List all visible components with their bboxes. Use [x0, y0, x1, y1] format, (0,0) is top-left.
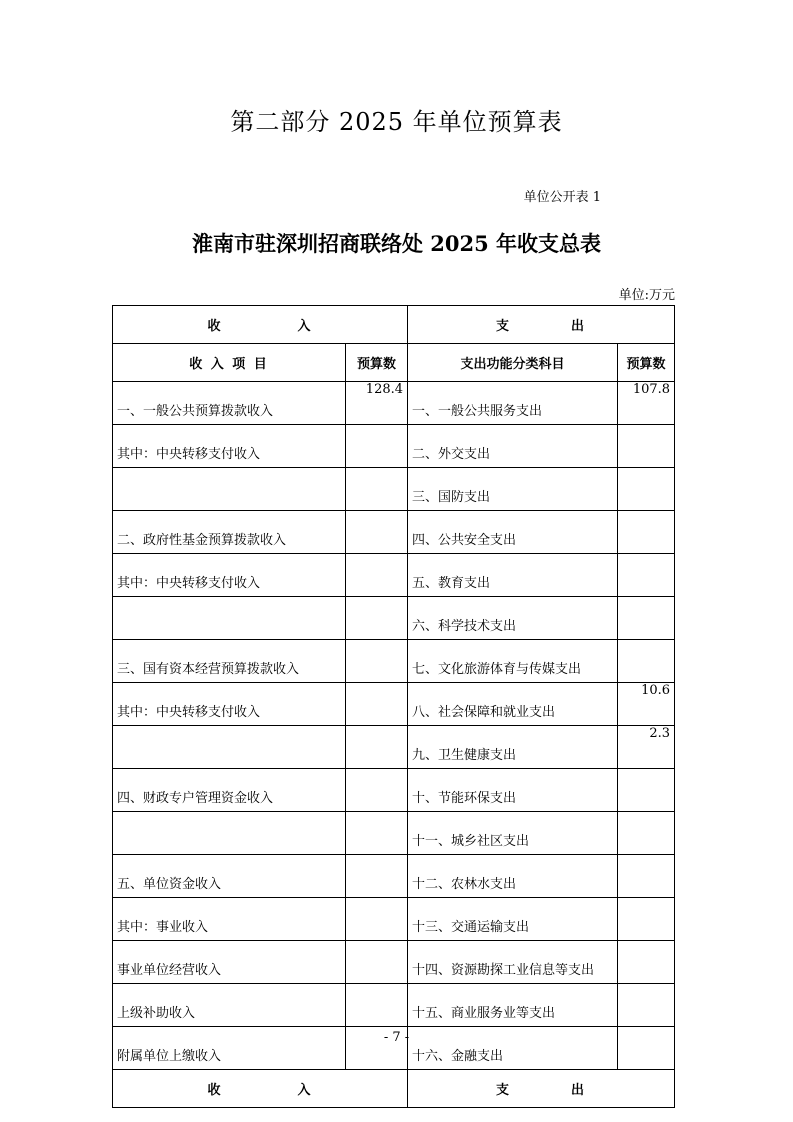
expense-amount: 2.3	[618, 726, 675, 769]
column-header-row	[113, 344, 675, 382]
expense-amount: 10.6	[618, 683, 675, 726]
section-header-row	[113, 306, 675, 344]
table-row	[113, 984, 675, 1027]
expense-item: 一、一般公共服务支出	[408, 382, 618, 425]
col-expense-item: 支出功能分类科目	[408, 344, 618, 382]
income-amount	[346, 597, 408, 640]
income-amount	[346, 769, 408, 812]
expense-amount	[618, 812, 675, 855]
table-row	[113, 597, 675, 640]
income-amount	[346, 425, 408, 468]
table-row	[113, 640, 675, 683]
expense-item: 八、社会保障和就业支出	[408, 683, 618, 726]
table-row	[113, 898, 675, 941]
expense-item: 三、国防支出	[408, 468, 618, 511]
income-amount: 128.4	[346, 382, 408, 425]
budget-table	[112, 305, 675, 1108]
income-item: 二、政府性基金预算拨款收入	[113, 511, 346, 554]
table-row	[113, 941, 675, 984]
income-amount	[346, 855, 408, 898]
expense-item: 九、卫生健康支出	[408, 726, 618, 769]
income-amount	[346, 898, 408, 941]
expense-item: 十五、商业服务业等支出	[408, 984, 618, 1027]
expense-item: 十二、农林水支出	[408, 855, 618, 898]
expense-amount	[618, 984, 675, 1027]
expense-section-header: 支 出	[408, 306, 675, 344]
page-number: - 7 -	[383, 1030, 410, 1045]
expense-item: 六、科学技术支出	[408, 597, 618, 640]
income-item: 其中：中央转移支付收入	[113, 425, 346, 468]
income-item: 四、财政专户管理资金收入	[113, 769, 346, 812]
table-row	[113, 425, 675, 468]
expense-amount	[618, 855, 675, 898]
income-item: 三、国有资本经营预算拨款收入	[113, 640, 346, 683]
footer-header-row	[113, 1070, 675, 1108]
income-item: 上级补助收入	[113, 984, 346, 1027]
income-item: 事业单位经营收入	[113, 941, 346, 984]
table-row	[113, 769, 675, 812]
expense-item: 七、文化旅游体育与传媒支出	[408, 640, 618, 683]
table-row	[113, 554, 675, 597]
expense-item: 十三、交通运输支出	[408, 898, 618, 941]
unit-label: 单位:万元	[618, 288, 675, 303]
expense-item: 二、外交支出	[408, 425, 618, 468]
expense-amount	[618, 425, 675, 468]
expense-amount	[618, 511, 675, 554]
expense-item: 四、公共安全支出	[408, 511, 618, 554]
income-amount	[346, 640, 408, 683]
document-title: 淮南市驻深圳招商联络处 2025 年收支总表	[191, 231, 602, 256]
income-footer-header: 收 入	[113, 1070, 408, 1108]
expense-amount	[618, 640, 675, 683]
expense-amount	[618, 941, 675, 984]
col-expense-amount: 预算数	[618, 344, 675, 382]
income-amount	[346, 941, 408, 984]
income-item: 其中：中央转移支付收入	[113, 554, 346, 597]
expense-item: 十四、资源勘探工业信息等支出	[408, 941, 618, 984]
income-amount	[346, 984, 408, 1027]
expense-amount	[618, 468, 675, 511]
income-item	[113, 597, 346, 640]
income-section-header: 收 入	[113, 306, 408, 344]
table-row	[113, 511, 675, 554]
col-income-amount: 预算数	[346, 344, 408, 382]
expense-amount	[618, 769, 675, 812]
expense-item: 十、节能环保支出	[408, 769, 618, 812]
income-item: 附属单位上缴收入	[113, 1027, 346, 1070]
table-row	[113, 855, 675, 898]
income-item	[113, 812, 346, 855]
income-amount	[346, 554, 408, 597]
part-title: 第二部分 2025 年单位预算表	[230, 108, 563, 136]
table-row	[113, 726, 675, 769]
col-income-item: 收 入 项 目	[113, 344, 346, 382]
income-item: 其中：中央转移支付收入	[113, 683, 346, 726]
income-amount	[346, 812, 408, 855]
expense-item: 十六、金融支出	[408, 1027, 618, 1070]
income-item: 其中：事业收入	[113, 898, 346, 941]
expense-footer-header: 支 出	[408, 1070, 675, 1108]
expense-amount	[618, 898, 675, 941]
income-amount	[346, 683, 408, 726]
table-row	[113, 683, 675, 726]
income-amount	[346, 511, 408, 554]
expense-item: 十一、城乡社区支出	[408, 812, 618, 855]
income-item	[113, 468, 346, 511]
income-amount	[346, 468, 408, 511]
income-item	[113, 726, 346, 769]
expense-amount	[618, 597, 675, 640]
table-number: 单位公开表 1	[523, 190, 601, 205]
expense-amount: 107.8	[618, 382, 675, 425]
table-row	[113, 468, 675, 511]
expense-amount	[618, 554, 675, 597]
expense-item: 五、教育支出	[408, 554, 618, 597]
income-item: 一、一般公共预算拨款收入	[113, 382, 346, 425]
table-row	[113, 382, 675, 425]
income-item: 五、单位资金收入	[113, 855, 346, 898]
income-amount	[346, 726, 408, 769]
table-row	[113, 812, 675, 855]
